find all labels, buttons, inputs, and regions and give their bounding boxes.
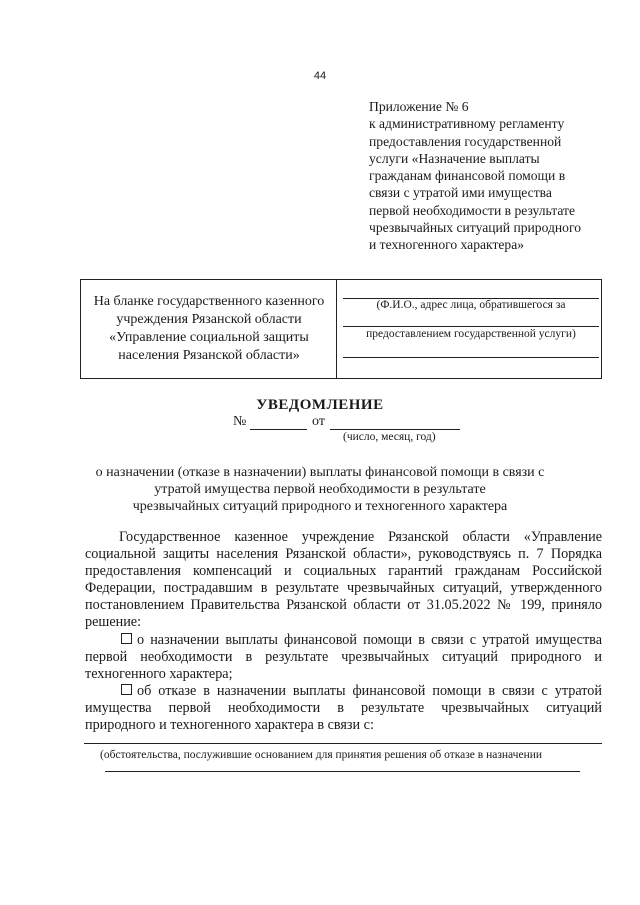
- letterhead-institution: [82, 293, 336, 365]
- recipient-blank-line-3[interactable]: [343, 357, 599, 358]
- body-line: имущества первой необходимости в результате чрезвычайных ситуаций: [85, 700, 602, 716]
- letterhead-line: учреждения Рязанской области: [116, 312, 302, 327]
- appendix-line: к административному регламенту: [369, 116, 565, 132]
- body-line: Федерации, пострадавшим в результате чрезвычайных ситуаций, утвержденного: [85, 580, 602, 596]
- body-line: предоставления компенсаций и социальных гарантий гражданам Российской: [85, 563, 602, 579]
- date-blank[interactable]: [330, 429, 460, 430]
- appendix-line: связи с утратой ими имущества: [369, 185, 552, 201]
- approve-checkbox[interactable]: [121, 633, 132, 644]
- body-line: решение:: [85, 614, 142, 630]
- recipient-hint-1: (Ф.И.О., адрес лица, обратившегося за: [376, 299, 566, 311]
- option-approve: [121, 632, 602, 649]
- subject-line: о назначении (отказе в назначении) выплаты финансовой помощи в связи с: [95, 465, 545, 480]
- subject-line: утратой имущества первой необходимости в результате: [154, 482, 486, 497]
- number-blank[interactable]: [250, 429, 307, 430]
- body-line: социальной защиты населения Рязанской области», руководствуясь п. 7 Порядка: [85, 546, 602, 562]
- body-line: техногенного характера;: [85, 666, 233, 682]
- appendix-line: Приложение № 6: [369, 99, 469, 114]
- number-label: №: [233, 414, 247, 429]
- appendix-header: [369, 98, 614, 254]
- body-line: первой необходимости в результате чрезвычайных ситуаций природного и: [85, 649, 602, 665]
- reason-blank-line-1[interactable]: [84, 743, 602, 744]
- appendix-line: первой необходимости в результате: [369, 202, 575, 218]
- from-label: от: [312, 414, 325, 429]
- recipient-hint-2: предоставлением государственной услуги): [366, 328, 576, 340]
- notice-body: [85, 529, 602, 733]
- body-line: природного и техногенного характера в связи с:: [85, 717, 374, 733]
- recipient-blank-line-2[interactable]: [343, 326, 599, 327]
- appendix-line: и техногенного характера»: [369, 237, 525, 253]
- reason-blank-line-2[interactable]: [105, 771, 580, 772]
- option-refuse-line: об отказе в назначении выплаты финансовой помощи в связи с утратой: [137, 683, 602, 699]
- reason-hint: (обстоятельства, послужившие основанием для принятия решения об отказе в назначении: [100, 749, 543, 761]
- appendix-line: гражданам финансовой помощи в: [369, 168, 566, 184]
- body-line: постановлением Правительства Рязанской области от 31.05.2022 № 199, приняло: [85, 597, 602, 613]
- letterhead-line: населения Рязанской области»: [118, 348, 300, 363]
- option-refuse: [121, 683, 602, 700]
- letterhead-divider: [336, 279, 337, 379]
- letterhead-line: «Управление социальной защиты: [109, 330, 309, 345]
- notice-subject: [0, 464, 640, 515]
- subject-line: чрезвычайных ситуаций природного и техногенного характера: [132, 499, 508, 514]
- notice-number-row: [0, 414, 640, 434]
- appendix-line: чрезвычайных ситуаций природного: [369, 220, 582, 236]
- option-approve-line: о назначении выплаты финансовой помощи в связи с утратой имущества: [137, 632, 602, 648]
- refuse-checkbox[interactable]: [121, 684, 132, 695]
- page-number: 44: [313, 70, 327, 82]
- appendix-line: предоставления государственной: [369, 133, 562, 149]
- body-line: Государственное казенное учреждение Рязанской области «Управление: [119, 529, 602, 545]
- appendix-line: услуги «Назначение выплаты: [369, 150, 540, 166]
- letterhead-line: На бланке государственного казенного: [93, 294, 325, 309]
- date-hint: (число, месяц, год): [343, 431, 436, 443]
- notice-title: УВЕДОМЛЕНИЕ: [256, 397, 384, 413]
